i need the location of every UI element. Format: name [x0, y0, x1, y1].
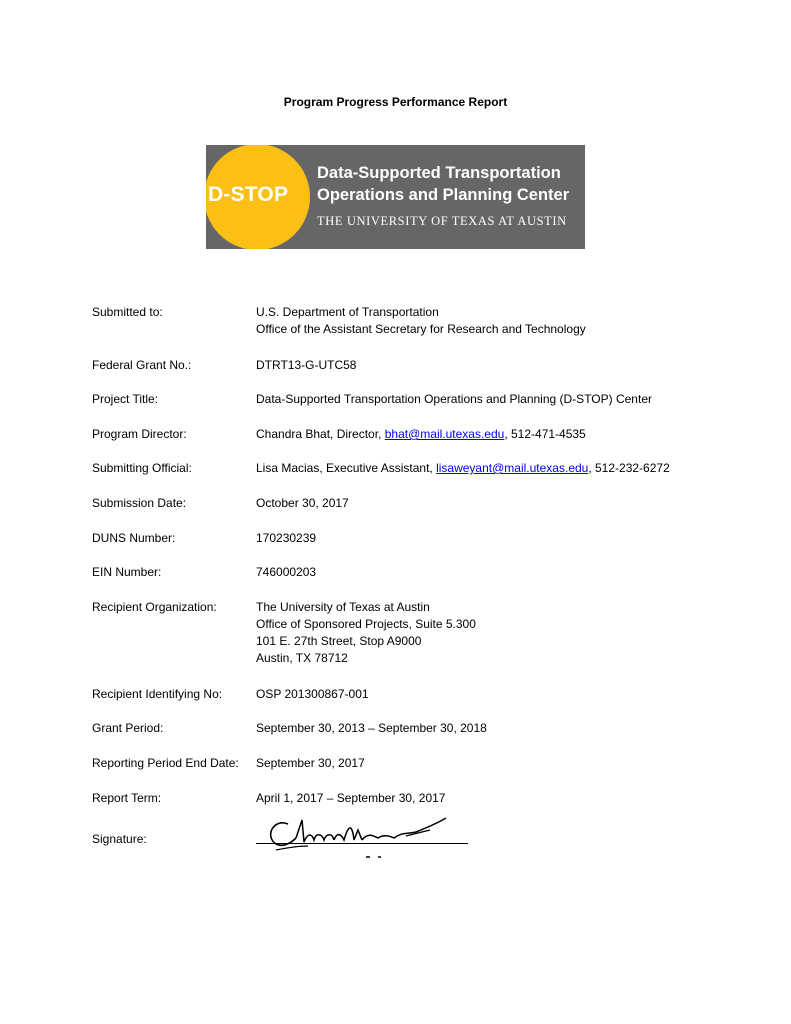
handwritten-signature	[256, 812, 468, 862]
field-label: Federal Grant No.:	[92, 358, 192, 372]
field-label: Recipient Organization:	[92, 600, 217, 614]
field-value: 170230239	[256, 531, 317, 545]
value-line: Office of the Assistant Secretary for Research and Technology	[256, 322, 586, 336]
field-label: DUNS Number:	[92, 531, 176, 545]
field-value	[256, 599, 736, 667]
banner-line2: Operations and Planning Center	[317, 186, 570, 204]
field-value: 746000203	[256, 565, 317, 579]
field-label: Submitting Official:	[92, 461, 192, 475]
field-label: Submitted to:	[92, 305, 163, 319]
field-label: Signature:	[92, 832, 147, 846]
field-value	[256, 304, 736, 338]
d-stop-logo-banner	[206, 145, 585, 249]
director-phone: , 512-471-4535	[504, 427, 586, 441]
field-label: Reporting Period End Date:	[92, 756, 239, 770]
director-name: Chandra Bhat, Director,	[256, 427, 385, 441]
field-value	[256, 460, 736, 477]
director-email-link[interactable]: bhat@mail.utexas.edu	[384, 427, 505, 441]
field-label: Recipient Identifying No:	[92, 687, 223, 701]
field-value	[256, 426, 736, 443]
official-phone: , 512-232-6272	[588, 461, 670, 475]
value-line: 101 E. 27th Street, Stop A9000	[256, 634, 422, 648]
field-label: Submission Date:	[92, 496, 187, 510]
field-value: Data-Supported Transportation Operations and Planning (D-STOP) Center	[256, 392, 652, 406]
field-value: September 30, 2017	[256, 756, 365, 770]
official-name: Lisa Macias, Executive Assistant,	[256, 461, 437, 475]
field-value: April 1, 2017 – September 30, 2017	[256, 791, 446, 805]
field-label: Grant Period:	[92, 721, 164, 735]
value-line: The University of Texas at Austin	[256, 600, 430, 614]
field-label: Report Term:	[92, 791, 162, 805]
official-email-link[interactable]: lisaweyant@mail.utexas.edu	[436, 461, 589, 475]
value-line: Austin, TX 78712	[256, 651, 348, 665]
field-value: October 30, 2017	[256, 496, 349, 510]
banner-line1: Data-Supported Transportation	[317, 164, 561, 182]
value-line: U.S. Department of Transportation	[256, 305, 439, 319]
banner-line3: THE UNIVERSITY OF TEXAS AT AUSTIN	[317, 214, 567, 228]
value-line: Office of Sponsored Projects, Suite 5.300	[256, 617, 476, 631]
signature-line	[256, 843, 468, 844]
field-value: September 30, 2013 – September 30, 2018	[256, 721, 487, 735]
field-label: Program Director:	[92, 427, 187, 441]
logo-text: D-STOP	[208, 183, 289, 206]
field-value: DTRT13-G-UTC58	[256, 358, 357, 372]
field-label: Project Title:	[92, 392, 159, 406]
report-title: Program Progress Performance Report	[283, 95, 508, 109]
field-label: EIN Number:	[92, 565, 162, 579]
field-value: OSP 201300867-001	[256, 687, 369, 701]
